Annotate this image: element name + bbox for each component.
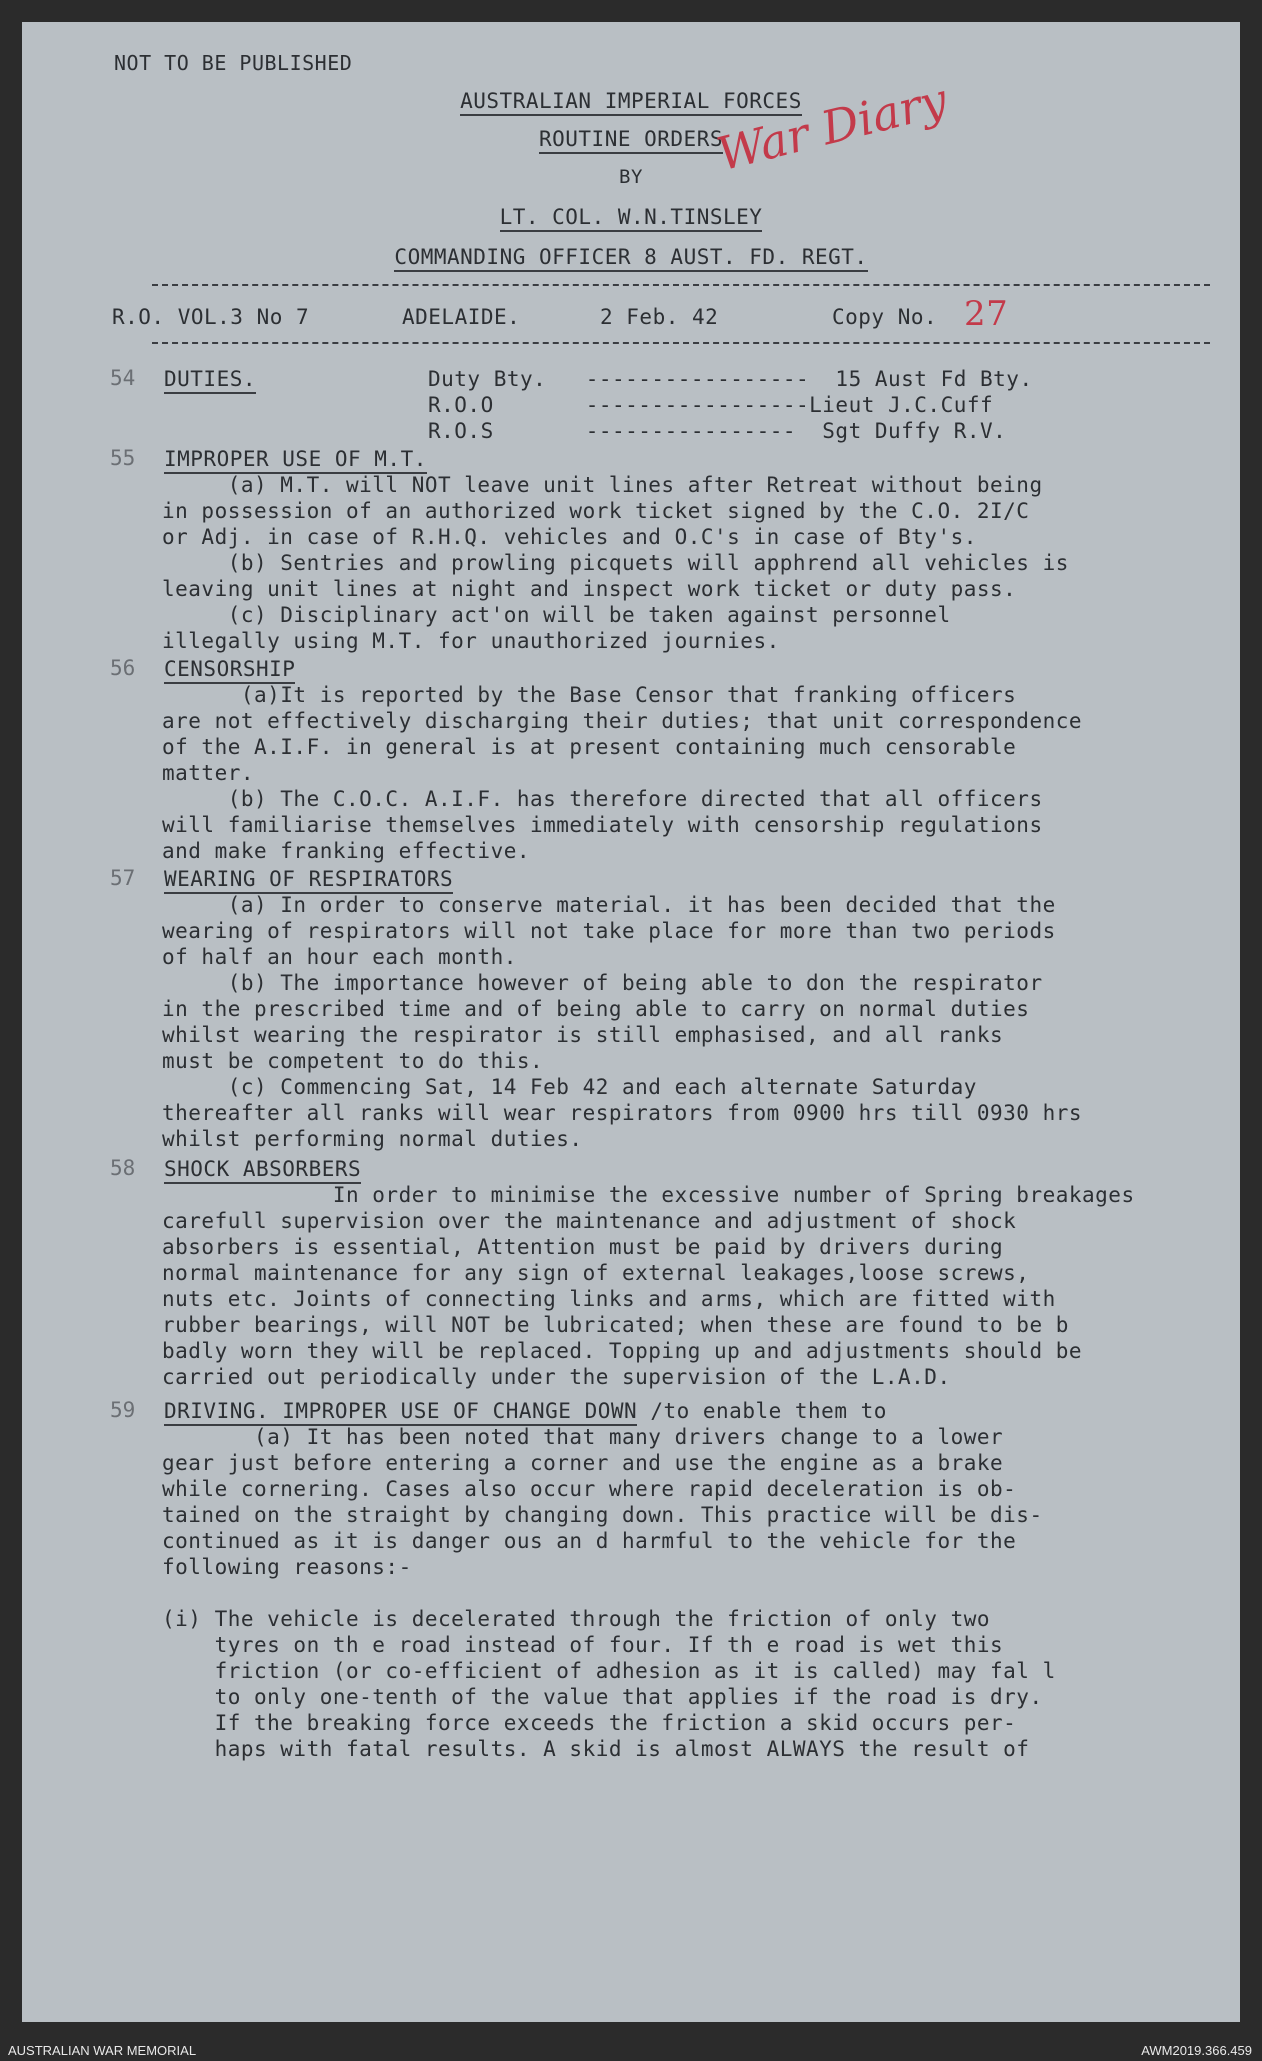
- duties-list: [428, 366, 1228, 444]
- archive-reference: AWM2019.366.459: [1141, 2043, 1252, 2058]
- body-line: in the prescribed time and of being able to carry on normal duties: [162, 997, 1030, 1021]
- body-line: (b) The C.O.C. A.I.F. has therefore directed that all officers: [162, 787, 1043, 811]
- war-diary-stamp: War Diary: [711, 72, 953, 182]
- body-line: will familiarise themselves immediately with censorship regulations: [162, 813, 1043, 837]
- body-line: (a)It is reported by the Base Censor that franking officers: [162, 683, 1017, 707]
- archive-name: AUSTRALIAN WAR MEMORIAL: [8, 2043, 197, 2058]
- order-title-59: DRIVING. IMPROPER USE OF CHANGE DOWN: [164, 1399, 637, 1426]
- body-line: (c) Commencing Sat, 14 Feb 42 and each alternate Saturday: [162, 1075, 977, 1099]
- body-line: wearing of respirators will not take place for more than two periods: [162, 919, 1056, 943]
- body-line: to only one-tenth of the value that applies if the road is dry.: [162, 1685, 1043, 1709]
- order-number-56: 56: [110, 656, 136, 680]
- order-title-55: IMPROPER USE OF M.T.: [164, 447, 427, 474]
- body-line: (i) The vehicle is decelerated through the friction of only two: [162, 1607, 991, 1631]
- body-line: carefull supervision over the maintenance and adjustment of shock: [162, 1209, 1017, 1233]
- archive-footer: [0, 2039, 1262, 2061]
- ro-place: ADELAIDE.: [402, 305, 521, 329]
- order-title-57: WEARING OF RESPIRATORS: [164, 867, 453, 894]
- body-line: or Adj. in case of R.H.Q. vehicles and O.C's in case of Bty's.: [162, 525, 977, 549]
- body-line: must be competent to do this.: [162, 1049, 544, 1073]
- order-number-54: 54: [110, 366, 136, 390]
- header-line-4: LT. COL. W.N.TINSLEY: [500, 205, 763, 232]
- duty-line: Duty Bty. ----------------- 15 Aust Fd Bty.: [428, 367, 1033, 391]
- body-line: leaving unit lines at night and inspect work ticket or duty pass.: [162, 577, 1017, 601]
- body-line: whilst performing normal duties.: [162, 1127, 583, 1151]
- body-line: and make franking effective.: [162, 839, 531, 863]
- body-line: whilst wearing the respirator is still emphasised, and all ranks: [162, 1023, 1004, 1047]
- order-body-59: [162, 1424, 1222, 1580]
- body-line: (a) M.T. will NOT leave unit lines after Retreat without being: [162, 473, 1043, 497]
- order-body-58: [162, 1182, 1222, 1390]
- body-line: In order to minimise the excessive number of Spring breakages: [162, 1183, 1135, 1207]
- order-title-56: CENSORSHIP: [164, 657, 295, 684]
- duty-line: R.O.O -----------------Lieut J.C.Cuff: [428, 393, 994, 417]
- ro-date: 2 Feb. 42: [600, 305, 719, 329]
- body-line: (b) Sentries and prowling picquets will apphrend all vehicles is: [162, 551, 1069, 575]
- body-line: in possession of an authorized work ticket signed by the C.O. 2I/C: [162, 499, 1030, 523]
- copy-label: Copy No.: [832, 305, 938, 329]
- not-published-notice: NOT TO BE PUBLISHED: [114, 51, 353, 75]
- body-line: tained on the straight by changing down. This practice will be dis-: [162, 1503, 1043, 1527]
- body-line: (b) The importance however of being able to don the respirator: [162, 971, 1043, 995]
- header-line-3: BY: [619, 166, 643, 188]
- order-number-55: 55: [110, 446, 136, 470]
- body-line: gear just before entering a corner and use the engine as a brake: [162, 1451, 1004, 1475]
- body-line: (a) It has been noted that many drivers change to a lower: [162, 1425, 1004, 1449]
- body-line: of the A.I.F. in general is at present containing much censorable: [162, 735, 1017, 759]
- body-line: of half an hour each month.: [162, 945, 517, 969]
- order-subsection-59-i: [162, 1606, 1222, 1762]
- body-line: nuts etc. Joints of connecting links and arms, which are fitted with: [162, 1287, 1056, 1311]
- body-line: (a) In order to conserve material. it has been decided that the: [162, 893, 1056, 917]
- order-title-58: SHOCK ABSORBERS: [164, 1157, 361, 1184]
- body-line: carried out periodically under the supervision of the L.A.D.: [162, 1365, 951, 1389]
- body-line: following reasons:-: [162, 1555, 412, 1579]
- body-line: (c) Disciplinary act'on will be taken against personnel: [162, 603, 951, 627]
- body-line: absorbers is essential, Attention must be paid by drivers during: [162, 1235, 1004, 1259]
- body-line: rubber bearings, will NOT be lubricated; when these are found to be b: [162, 1313, 1069, 1337]
- copy-number: 27: [964, 294, 1009, 334]
- order-title-insert-59: /to enable them to: [650, 1399, 887, 1423]
- body-line: thereafter all ranks will wear respirators from 0900 hrs till 0930 hrs: [162, 1101, 1083, 1125]
- header-line-5: COMMANDING OFFICER 8 AUST. FD. REGT.: [394, 245, 867, 272]
- body-line: matter.: [162, 761, 255, 785]
- order-body-57: [162, 892, 1222, 1152]
- document-page: [22, 22, 1240, 2022]
- order-body-55: [162, 472, 1222, 654]
- order-number-59: 59: [110, 1398, 136, 1422]
- body-line: are not effectively discharging their duties; that unit correspondence: [162, 709, 1083, 733]
- order-body-56: [162, 682, 1222, 864]
- body-line: haps with fatal results. A skid is almost ALWAYS the result of: [162, 1737, 1030, 1761]
- body-line: badly worn they will be replaced. Topping up and adjustments should be: [162, 1339, 1083, 1363]
- top-divider: [152, 284, 1210, 286]
- duty-line: R.O.S ---------------- Sgt Duffy R.V.: [428, 419, 1007, 443]
- header-line-2: ROUTINE ORDERS: [539, 127, 723, 154]
- body-line: If the breaking force exceeds the friction a skid occurs per-: [162, 1711, 1017, 1735]
- body-line: while cornering. Cases also occur where rapid deceleration is ob-: [162, 1477, 1017, 1501]
- header-line-1: AUSTRALIAN IMPERIAL FORCES: [460, 89, 802, 116]
- body-line: tyres on th e road instead of four. If th e road is wet this: [162, 1633, 1004, 1657]
- order-number-57: 57: [110, 866, 136, 890]
- body-line: continued as it is danger ous an d harmful to the vehicle for the: [162, 1529, 1017, 1553]
- order-title-54: DUTIES.: [164, 367, 256, 394]
- body-line: friction (or co-efficient of adhesion as it is called) may fal l: [162, 1659, 1056, 1683]
- bottom-divider: [152, 342, 1210, 344]
- body-line: normal maintenance for any sign of external leakages,loose screws,: [162, 1261, 1030, 1285]
- body-line: illegally using M.T. for unauthorized journies.: [162, 629, 780, 653]
- order-number-58: 58: [110, 1156, 136, 1180]
- ro-volume: R.O. VOL.3 No 7: [112, 305, 310, 329]
